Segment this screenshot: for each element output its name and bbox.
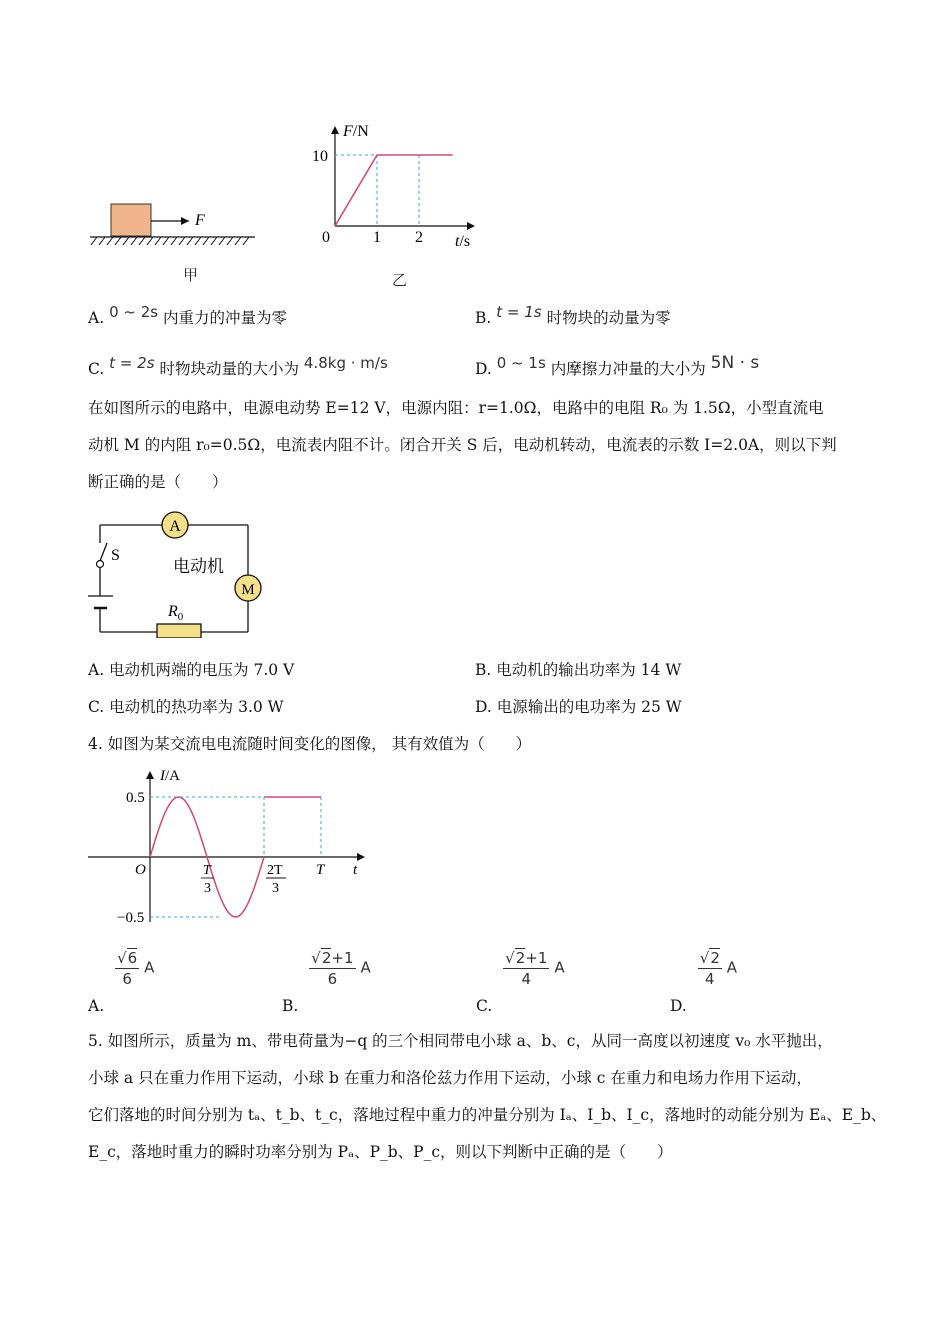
ground-hatch [243, 237, 249, 245]
ground-hatch [171, 237, 177, 245]
ground-hatch [147, 237, 153, 245]
x-tick-label: 1 [373, 229, 381, 246]
y-tick-label: 10 [312, 148, 328, 165]
q4-option-d-fraction: $\frac{√2}{4}$ [699, 949, 720, 988]
q4-option-b[interactable]: B. $\frac{√2+1}{6}$ A [282, 949, 371, 1015]
ground-hatch [235, 237, 241, 245]
q4-option-a-fraction: $\frac{√6}{6}$ [117, 949, 138, 988]
y-tick-pos: 0.5 [126, 790, 145, 806]
ground-hatch [187, 237, 193, 245]
y-tick-neg: −0.5 [117, 910, 145, 926]
switch-blade [100, 543, 107, 561]
x-tick-2T3-den: 3 [272, 881, 279, 896]
y-axis-arrow [331, 126, 339, 134]
ac-current-chart [85, 764, 375, 929]
x-tick-label: 0 [322, 229, 330, 246]
resistor [157, 624, 201, 638]
x-tick-T3-num: T [203, 863, 211, 878]
q4-option-b-fraction: $\frac{√2+1}{6}$ [311, 949, 354, 988]
motor-label: 电动机 [173, 557, 224, 576]
x-axis-arrow [357, 853, 365, 861]
q4-option-c-fraction: $\frac{√2+1}{4}$ [505, 949, 548, 988]
ground-hatch [115, 237, 121, 245]
x-axis-label: t/s [455, 233, 471, 250]
ground-hatch [219, 237, 225, 245]
block [111, 204, 151, 236]
x-tick-2T3-num: 2T [267, 863, 283, 878]
q2-option-b[interactable]: B. t = 1s 时物块的动量为零 [475, 303, 671, 327]
svg-text:M: M [241, 582, 255, 598]
q4-option-c[interactable]: C. $\frac{√2+1}{4}$ A [476, 949, 565, 1015]
q4-stem: 4. 如图为某交流电电流随时间变化的图像， 其有效值为（ ） [88, 735, 532, 753]
y-axis-arrow [146, 771, 154, 779]
q3-option-a[interactable]: A. 电动机两端的电压为 7.0 V [88, 661, 295, 679]
x-axis-arrow [467, 222, 475, 230]
switch-label: S [111, 547, 120, 564]
q4-option-a[interactable]: A. $\frac{√6}{6}$ A [88, 949, 155, 1015]
figure-jia-caption: 甲 [183, 266, 199, 284]
ground-hatch [195, 237, 201, 245]
force-series-line [335, 155, 453, 226]
q3-option-c[interactable]: C. 电动机的热功率为 3.0 W [88, 698, 284, 716]
x-tick-label: 2 [415, 229, 423, 246]
ground-hatch [155, 237, 161, 245]
origin-label: O [135, 862, 146, 878]
q3-stem: 在如图所示的电路中，电源电动势 E=12 V，电源内阻：r=1.0Ω，电路中的电阻 R₀ 为 1.5Ω，小型直流电 动机 M 的内阻 r₀=0.5Ω，电流表内阻不计。闭合开关 S 后，电动机转动，电流表的示数 I=2.0A，则以下判 断正确的是（ ） [88, 399, 837, 491]
ground-hatch [99, 237, 105, 245]
q2-option-c[interactable]: C. t = 2s 时物块动量的大小为 4.8kg · m/s [88, 354, 388, 378]
q2-option-a[interactable]: A. 0 ~ 2s 内重力的冲量为零 [88, 303, 288, 327]
ground-hatch [131, 237, 137, 245]
circuit-diagram [85, 508, 270, 638]
ground-hatch [123, 237, 129, 245]
q2-option-d[interactable]: D. 0 ~ 1s 内摩擦力冲量的大小为 5N · s [475, 353, 760, 378]
x-tick-T: T [316, 862, 325, 878]
svg-text:A: A [169, 518, 181, 535]
figure-yi-chart [310, 118, 485, 253]
ground-hatch [139, 237, 145, 245]
ground-hatch [107, 237, 113, 245]
y-axis-label: F/N [343, 123, 369, 140]
force-label: F [195, 212, 205, 229]
ground-hatch [211, 237, 217, 245]
ground-hatch [179, 237, 185, 245]
figure-jia [85, 195, 265, 250]
ground-hatch [163, 237, 169, 245]
resistor-label: $R_0$ [168, 603, 184, 623]
q4-option-d[interactable]: D. $\frac{√2}{4}$ A [670, 949, 738, 1015]
y-axis-label: I/A [160, 768, 180, 784]
x-axis-label: t [353, 862, 358, 878]
ground-hatch [203, 237, 209, 245]
ground-hatch [91, 237, 97, 245]
x-tick-T3-den: 3 [204, 881, 211, 896]
ground-hatch [227, 237, 233, 245]
q5-stem: 5. 如图所示，质量为 m、带电荷量为−q 的三个相同带电小球 a、b、c，从同一高度以初速度 v₀ 水平抛出， 小球 a 只在重力作用下运动，小球 b 在重力和洛伦兹力作用下运动，小球 c 在重力和电场力作用下运动， 它们落地的时间分别为 tₐ、t_b、t_c，落地过程中重力的冲量分别为 Iₐ、I_b、I_c，落地时的动能分别为 Eₐ、E_b、 E_c，落地时重力的瞬时功率分别为 Pₐ、P_b、P_c，则以下判断中正确的是（ ） [88, 1032, 887, 1161]
q3-option-d[interactable]: D. 电源输出的电功率为 25 W [475, 698, 682, 716]
q3-option-b[interactable]: B. 电动机的输出功率为 14 W [475, 661, 682, 679]
figure-yi-caption: 乙 [392, 271, 408, 289]
